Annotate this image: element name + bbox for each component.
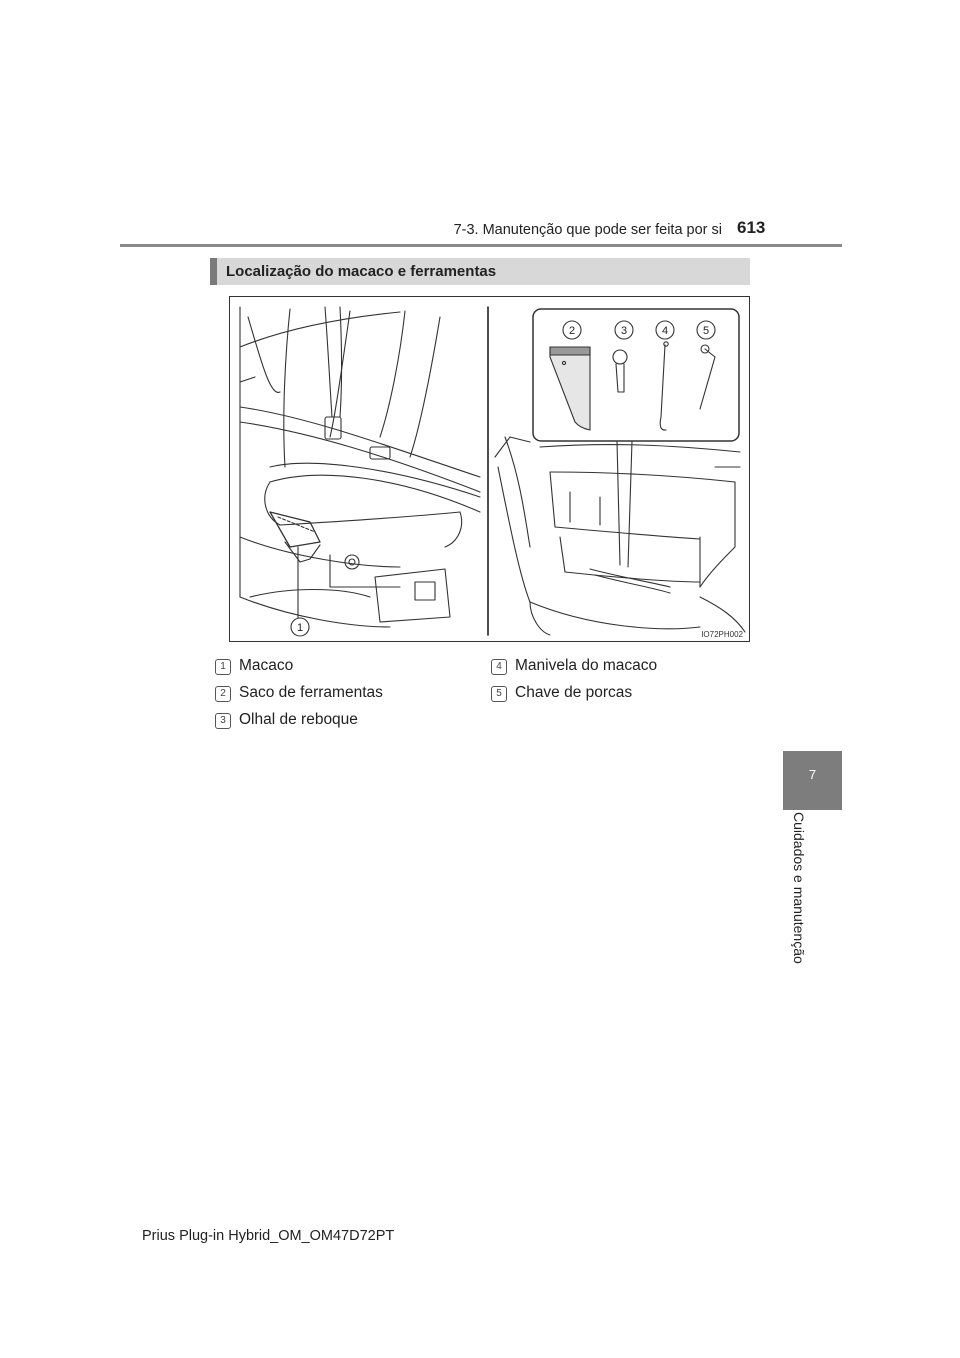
legend-number: 5 [491,686,507,702]
legend-label: Saco de ferramentas [239,684,383,701]
legend-number: 1 [215,659,231,675]
callout-1: 1 [296,622,304,634]
legend-label: Manivela do macaco [515,657,658,674]
callout-3: 3 [620,325,628,337]
chapter-tab [783,751,842,810]
header-rule [120,244,842,247]
running-header: 7-3. Manutenção que pode ser feita por si [453,222,722,238]
figure-code: IO72PH002 [701,630,743,639]
document-id: Prius Plug-in Hybrid_OM_OM47D72PT [142,1228,395,1244]
section-heading-accent [210,258,217,285]
luggage-area-drawing [495,437,745,635]
callout-4: 4 [661,325,669,337]
tools-illustration [229,296,750,642]
legend-label: Olhal de reboque [239,711,358,728]
callout-2: 2 [568,325,576,337]
chapter-title: Cuidados e manutenção [791,812,807,964]
legend-number: 3 [215,713,231,729]
legend-number: 2 [215,686,231,702]
chapter-label [783,812,807,982]
callout-5: 5 [702,325,710,337]
chapter-number: 7 [808,767,817,782]
illustration-drawing [230,297,751,643]
section-title: Localização do macaco e ferramentas [226,263,497,280]
section-heading [210,258,750,285]
legend-number: 4 [491,659,507,675]
rear-seat-drawing [240,307,480,627]
legend-label: Macaco [239,657,294,674]
legend-label: Chave de porcas [515,684,633,701]
page-number: 613 [737,218,766,237]
